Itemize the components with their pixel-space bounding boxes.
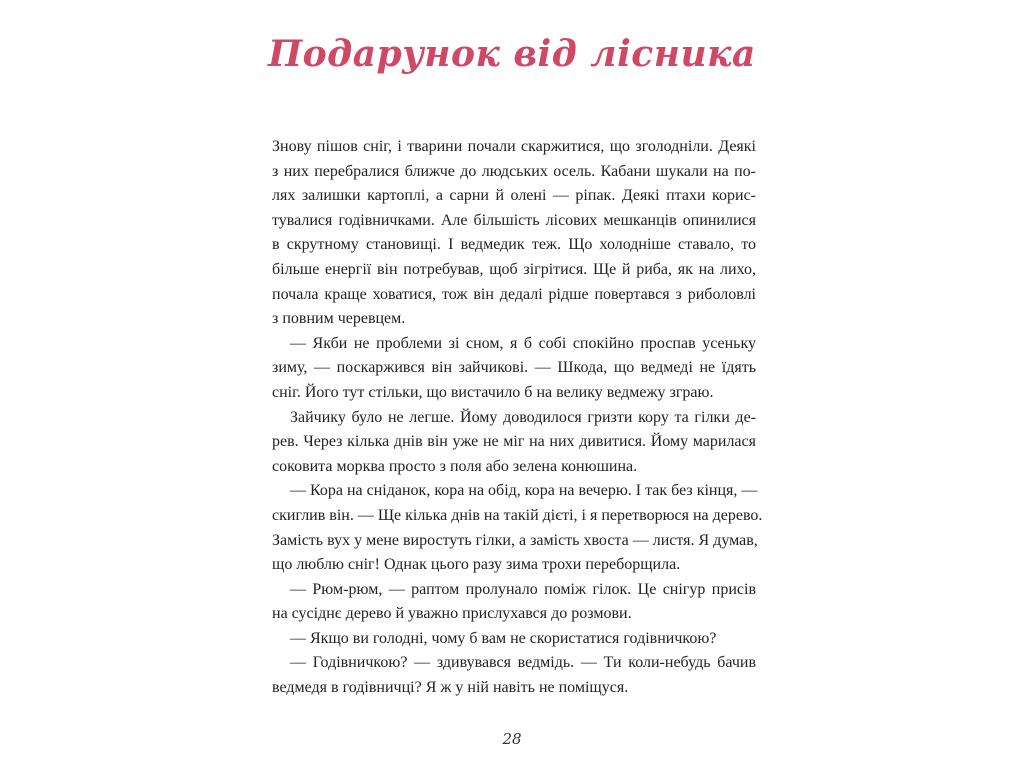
text-line: — Рюм-рюм, — раптом пролунало поміж гілок. Це снігур присів <box>290 580 756 598</box>
text-line: на сусіднє дерево й уважно прислухався до розмови. <box>272 605 632 623</box>
text-line: почала краще ховатися, тож він дедалі рідше повертався з риболовлі <box>272 285 756 303</box>
text-line: більше енергії він потребував, щоб зігрітися. Ще й риба, як на лихо, <box>272 260 756 278</box>
text-line: Зайчику було не легше. Йому доводилося гризти кору та гілки де- <box>290 408 756 426</box>
chapter-body <box>272 135 763 701</box>
text-line: Знову пішов сніг, і тварини почали скаржитися, що зголодніли. Деякі <box>272 138 756 155</box>
text-line: тувалися годівничками. Але більшість лісових мешканців опинилися <box>272 211 756 229</box>
text-line: сніг. Його тут стільки, що вистачило б на велику ведмежу зграю. <box>272 383 714 401</box>
text-line: ведмедя в годівничці? Я ж у ній навіть не поміщуся. <box>272 679 629 697</box>
text-line: — Якби не проблеми зі сном, я б собі спокійно проспав усеньку <box>290 334 756 352</box>
text-line: соковита морква просто з поля або зелена конюшина. <box>272 457 638 475</box>
text-line: лях залишки картоплі, а сарни й олені — ріпак. Деякі птахи корис- <box>272 187 756 205</box>
text-line: в скрутному становищі. І ведмедик теж. Що холодніше ставало, то <box>272 236 756 254</box>
text-line: що люблю сніг! Однак цього разу зима трохи переборщила. <box>272 556 681 574</box>
text-line: з них перебралися ближче до людських осель. Кабани шукали на по- <box>272 162 756 180</box>
text-line: рев. Через кілька днів він уже не міг на них дивитися. Йому марилася <box>272 433 756 451</box>
text-line: скиглив він. — Ще кілька днів на такій дієті, і я перетворюся на дерево. <box>272 506 763 524</box>
page-number: 28 <box>502 730 522 748</box>
text-line: Замість вух у мене виростуть гілки, а замість хвоста — листя. Я думав, <box>272 531 758 549</box>
text-line: — Годівничкою? — здивувався ведмідь. — Ти коли-небудь бачив <box>290 654 756 672</box>
chapter-title: Подарунок від лісника <box>268 33 756 75</box>
text-line: зиму, — поскаржився він зайчикові. — Шкода, що ведмеді не їдять <box>272 359 756 377</box>
text-line: — Якщо ви голодні, чому б вам не скористатися годівничкою? <box>290 629 717 647</box>
text-line: — Кора на сніданок, кора на обід, кора на вечерю. І так без кінця, — <box>290 482 758 500</box>
text-line: з повним черевцем. <box>272 310 406 328</box>
